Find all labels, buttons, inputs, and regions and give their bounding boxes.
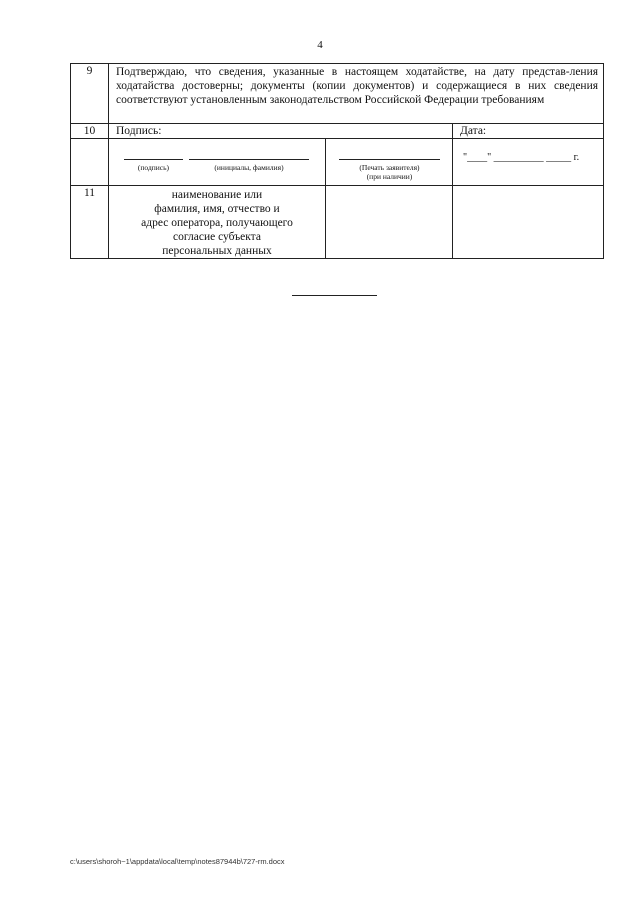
- operator-cell: [109, 186, 326, 259]
- seal-caption: (Печать заявителя): [359, 163, 420, 172]
- table-row: [71, 186, 604, 259]
- seal-optional-caption: (при наличии): [366, 172, 413, 181]
- seal-cell: [326, 139, 453, 186]
- operator-text-line: персональных данных: [162, 245, 272, 257]
- page-number: 4: [317, 39, 323, 51]
- signature-label: Подпись:: [109, 124, 453, 139]
- date-label: Дата:: [453, 124, 604, 139]
- end-divider: [292, 295, 377, 296]
- operator-text-line: согласие субъекта: [173, 231, 261, 243]
- signature-row: [71, 139, 604, 186]
- signature-line: [124, 159, 183, 160]
- consent-form-table: [70, 63, 604, 259]
- empty-cell: [71, 139, 109, 186]
- operator-text-line: наименование или: [171, 189, 263, 201]
- confirmation-text: Подтверждаю, что сведения, указанные в настоящем ходатайстве, на дату представ-ления ходатайства достоверны; документы (копии документов) и содержащиеся в них сведения соответствуют установленным законодательством Российской Федерации требованиям: [109, 64, 604, 124]
- empty-cell: [453, 186, 604, 259]
- signature-caption: (подпись): [137, 163, 170, 172]
- table-row: [71, 124, 604, 139]
- name-caption: (инициалы, фамилия): [214, 163, 284, 172]
- row-number: 11: [71, 186, 109, 259]
- table-row: [71, 64, 604, 124]
- empty-cell: [326, 186, 453, 259]
- operator-text-line: адрес оператора, получающего: [141, 217, 293, 229]
- file-path-footer: c:\users\shoroh~1\appdata\local\temp\notes87944b\727-rm.docx: [70, 857, 285, 866]
- row-number: 10: [71, 124, 109, 139]
- name-line: [189, 159, 309, 160]
- date-cell: [453, 139, 604, 186]
- seal-line: [339, 159, 440, 160]
- date-template: "____" __________ _____ г.: [463, 152, 580, 163]
- signature-cell: [109, 139, 326, 186]
- row-number: 9: [71, 64, 109, 124]
- operator-text-line: фамилия, имя, отчество и: [154, 203, 280, 215]
